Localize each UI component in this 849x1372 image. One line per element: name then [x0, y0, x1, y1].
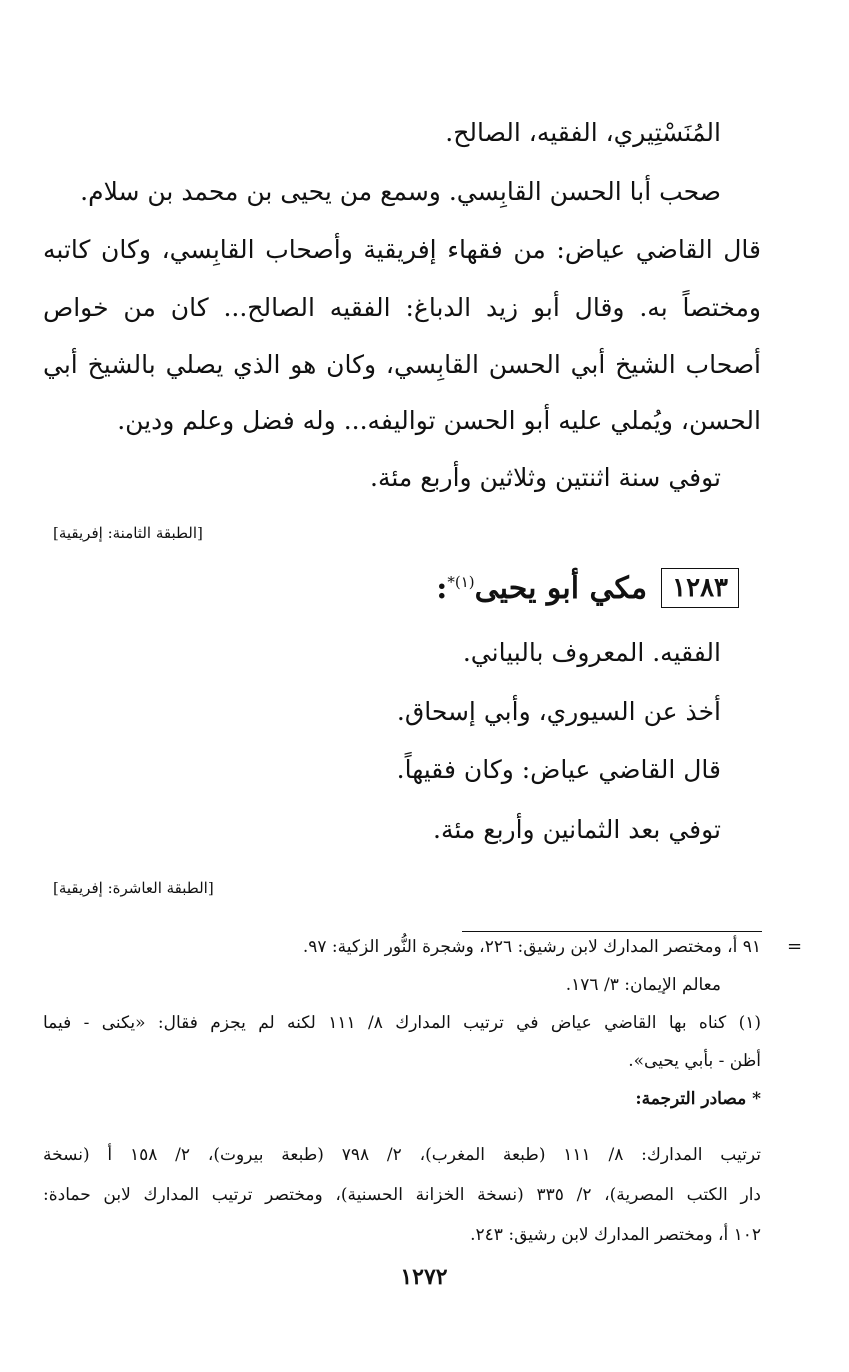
tabaqa-tag-1: [الطبقة الثامنة: إفريقية]: [53, 524, 203, 542]
footnote-line-4: أظن - بأبي يحيى».: [628, 1051, 761, 1071]
entry-line-3: قال القاضي عياض: وكان فقيهاً.: [396, 755, 721, 784]
footnote-line-6: ترتيب المدارك: ٨/ ١١١ (طبعة المغرب)، ٢/ ٧٩٨ (طبعة بيروت)، ٢/ ١٥٨ أ (نسخة: [43, 1145, 761, 1165]
entry-number: ١٢٨٣: [661, 568, 739, 608]
body-line-5: أصحاب الشيخ أبي الحسن القابِسي، وكان هو الذي يصلي بالشيخ أبي: [43, 350, 761, 379]
page-number: ١٢٧٢: [400, 1264, 448, 1290]
entry-footnote-ref: (١)*: [447, 572, 475, 591]
body-line-2: صحب أبا الحسن القابِسي. وسمع من يحيى بن محمد بن سلام.: [80, 177, 721, 206]
footnote-sources-heading: * مصادر الترجمة:: [635, 1089, 761, 1109]
body-line-3: قال القاضي عياض: من فقهاء إفريقية وأصحاب القابِسي، وكان كاتبه: [43, 235, 761, 264]
entry-title: [436, 571, 647, 606]
entry-name: مكي أبو يحيى: [474, 570, 648, 606]
entry-heading: [379, 560, 739, 616]
body-line-7: توفي سنة اثنتين وثلاثين وأربع مئة.: [370, 463, 721, 492]
body-line-4: ومختصاً به. وقال أبو زيد الدباغ: الفقيه الصالح... كان من خواص: [43, 293, 761, 322]
continuation-mark: =: [787, 936, 803, 957]
entry-line-1: الفقيه. المعروف بالبياني.: [462, 638, 721, 667]
tabaqa-tag-2: [الطبقة العاشرة: إفريقية]: [53, 879, 214, 897]
body-line-6: الحسن، ويُملي عليه أبو الحسن تواليفه... وله فضل وعلم ودين.: [117, 406, 761, 435]
footnote-line-7: دار الكتب المصرية)، ٢/ ٣٣٥ (نسخة الخزانة الحسنية)، ومختصر ترتيب المدارك لابن حمادة:: [43, 1185, 761, 1205]
footnote-line-2: معالم الإيمان: ٣/ ١٧٦.: [565, 975, 721, 995]
body-line-1: المُنَسْتِيري، الفقيه، الصالح.: [445, 118, 721, 147]
footnote-line-3: (١) كناه بها القاضي عياض في ترتيب المدارك ٨/ ١١١ لكنه لم يجزم فقال: «يكنى - فيما: [43, 1013, 761, 1033]
footnote-line-1: ٩١ أ، ومختصر المدارك لابن رشيق: ٢٢٦، وشجرة النُّور الزكية: ٩٧.: [302, 937, 761, 957]
entry-colon: :: [436, 570, 448, 606]
entry-line-4: توفي بعد الثمانين وأربع مئة.: [433, 815, 721, 844]
entry-line-2: أخذ عن السيوري، وأبي إسحاق.: [396, 697, 721, 726]
footnote-line-8: ١٠٢ أ، ومختصر المدارك لابن رشيق: ٢٤٣.: [470, 1225, 761, 1245]
